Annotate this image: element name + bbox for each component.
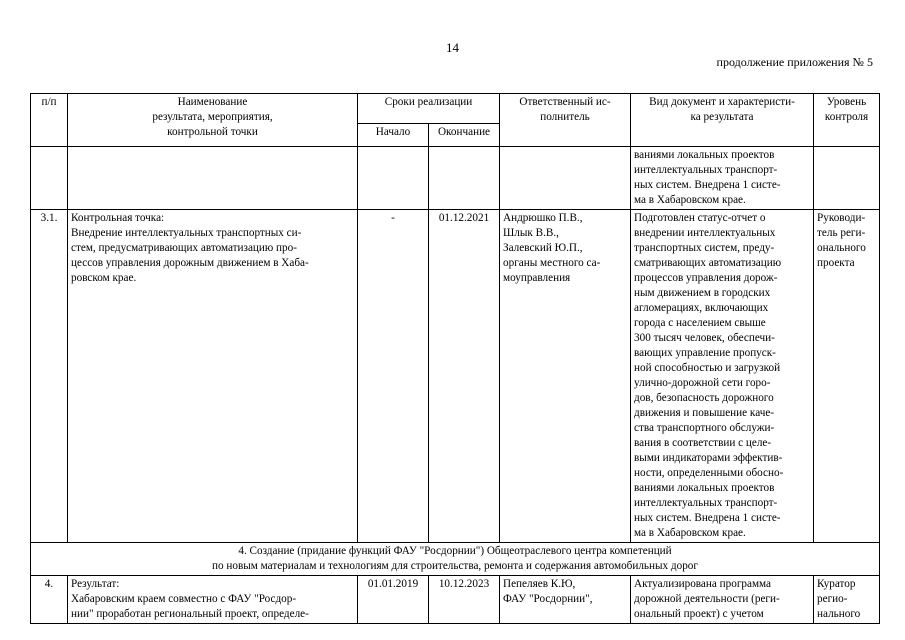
row-num: 3.1. (31, 210, 68, 543)
row-result: Подготовлен статус-отчет о внедрении интеллектуальных транспортных систем, преду- сматривающих автоматизацию процессов управления дорож- ным движением в городских агломерациях, включающих города с населением свыше 300 тысяч человек, обеспечи- вающих управление пропуск- ной способностью и загрузкой улично-дорожной сети горо- дов, безопасность дорожного движения и повышение каче- ства транспортного обслужи- вания в соответствии с целе- выми индикаторами эффектив- ности, определенными обосно- ваниями локальных проектов интеллектуальных транспорт- ных систем. Внедрена 1 систе- ма в Хабаровском крае. (631, 210, 814, 543)
row-level: Руководи- тель реги- онального проекта (814, 210, 880, 543)
table-row (31, 147, 880, 210)
table-row (31, 576, 880, 624)
section-title-line1: 4. Создание (придание функций ФАУ "Росдорнии") Общеотраслевого центра компетенций (238, 545, 672, 557)
row-end (429, 147, 500, 210)
implementation-table (30, 93, 880, 624)
row-responsible: Пепеляев К.Ю, ФАУ "Росдорнии", (500, 576, 631, 624)
row-responsible: Андрюшко П.В., Шлык В.В., Залевский Ю.П., органы местного са- моуправления (500, 210, 631, 543)
row-end: 01.12.2021 (429, 210, 500, 543)
section-title-line2: по новым материалам и технологиям для строительства, ремонта и содержания автомобильных дорог (212, 560, 698, 572)
table-row (31, 210, 880, 543)
row-start (358, 147, 429, 210)
row-result: Актуализирована программа дорожной деятельности (реги- ональный проект) с учетом (631, 576, 814, 624)
row-level (814, 147, 880, 210)
row-responsible (500, 147, 631, 210)
row-start: 01.01.2019 (358, 576, 429, 624)
header-start: Начало (358, 124, 429, 147)
section-title (31, 543, 880, 576)
header-name: Наименование результата, мероприятия, контрольной точки (68, 94, 358, 147)
row-end: 10.12.2023 (429, 576, 500, 624)
header-dates: Сроки реализации (358, 94, 500, 124)
header-responsible: Ответственный ис- полнитель (500, 94, 631, 147)
row-start: - (358, 210, 429, 543)
page-number: 14 (446, 40, 459, 55)
header-end: Окончание (429, 124, 500, 147)
row-name: Результат: Хабаровским краем совместно с ФАУ "Росдор- нии" проработан региональный проект, определе- (68, 576, 358, 624)
header-level: Уровень контроля (814, 94, 880, 147)
row-name: Контрольная точка: Внедрение интеллектуальных транспортных си- стем, предусматривающих автоматизацию про- цессов управления дорожным движением в Хаба- ровском крае. (68, 210, 358, 543)
header-num: п/п (31, 94, 68, 147)
header-doc-type: Вид документ и характеристи- ка результата (631, 94, 814, 147)
section-row (31, 543, 880, 576)
row-num (31, 147, 68, 210)
row-num: 4. (31, 576, 68, 624)
row-level: Куратор регио- нального (814, 576, 880, 624)
row-result: ваниями локальных проектов интеллектуальных транспорт- ных систем. Внедрена 1 систе- ма в Хабаровском крае. (631, 147, 814, 210)
appendix-note: продолжение приложения № 5 (716, 55, 873, 69)
row-name (68, 147, 358, 210)
